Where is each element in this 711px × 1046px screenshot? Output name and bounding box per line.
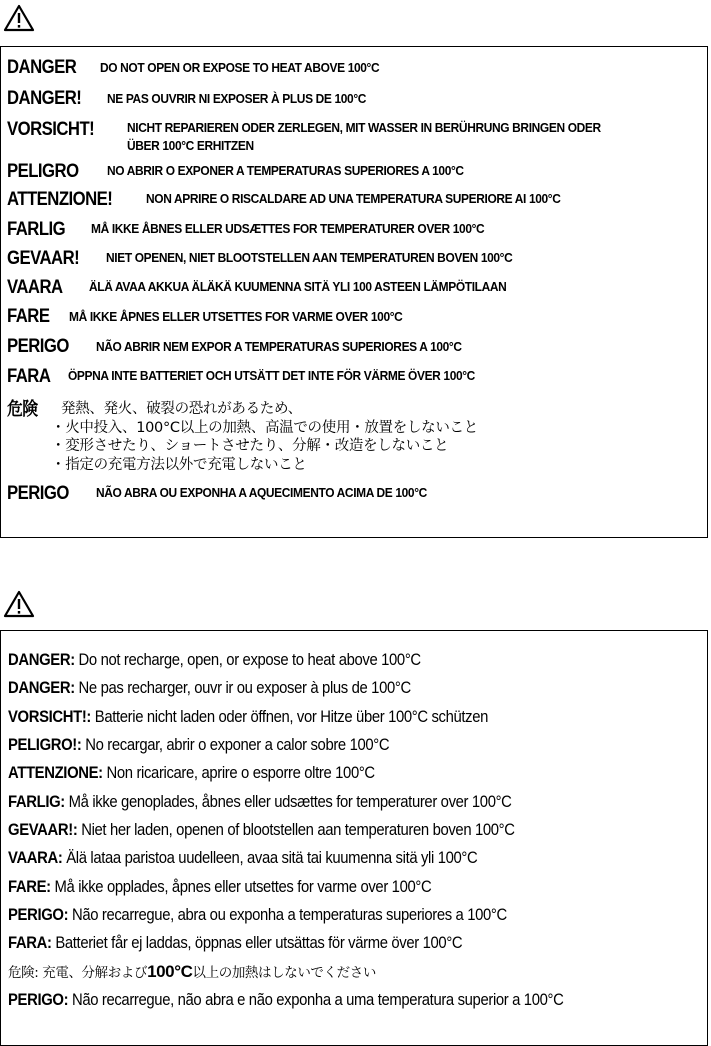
- warning-text: Do not recharge, open, or expose to heat above 100°C: [74, 651, 421, 669]
- warning-label: GEVAAR!:: [8, 821, 78, 839]
- warning-text: ÖPPNA INTE BATTERIET OCH UTSÄTT DET INTE FÖR VÄRME ÖVER 100°C: [68, 368, 475, 383]
- warning-text: MÅ IKKE ÅBNES ELLER UDSÆTTES FOR TEMPERATURER OVER 100°C: [91, 221, 485, 236]
- warning-word: ATTENZIONE!: [7, 189, 113, 210]
- warning-text: Må ikke opplades, åpnes eller utsettes for varme over 100°C: [50, 878, 432, 896]
- warning-label: FARA:: [8, 934, 52, 952]
- warning-label: PERIGO:: [8, 906, 69, 924]
- warning-text-jp-a: 充電、分解および: [38, 965, 148, 981]
- warning-label: PELIGRO!:: [8, 736, 82, 754]
- warning-row-danger-en: [7, 57, 86, 79]
- warning-line: [8, 877, 431, 897]
- warning-word: FARE: [7, 306, 50, 327]
- warning-text: NICHT REPARIEREN ODER ZERLEGEN, MIT WASSER IN BERÜHRUNG BRINGEN ODER: [127, 120, 601, 135]
- warning-label: FARE:: [8, 878, 51, 896]
- warning-text: NO ABRIR O EXPONER A TEMPERATURAS SUPERIORES A 100°C: [107, 163, 464, 178]
- warning-row-fare: [7, 306, 55, 328]
- warning-text: MÅ IKKE ÅPNES ELLER UTSETTES FOR VARME OVER 100°C: [69, 309, 403, 324]
- warning-text-cont: ÜBER 100°C ERHITZEN: [127, 138, 254, 153]
- warning-text: Ne pas recharger, ouvr ir ou exposer à plus de 100°C: [74, 679, 411, 697]
- warning-word: FARLIG: [7, 219, 66, 240]
- warning-word: FARA: [7, 366, 51, 387]
- warning-text: Non ricaricare, aprire o esporre oltre 100°C: [102, 764, 375, 782]
- warning-line: [8, 820, 515, 840]
- warning-row-attenzione: [7, 189, 127, 211]
- warning-label: DANGER:: [8, 651, 75, 669]
- warning-label: DANGER:: [8, 679, 75, 697]
- warning-text-jp-2: ・火中投入、100°C以上の加熱、高温での使用・放置をしないこと: [51, 420, 478, 436]
- warning-label: 危険:: [8, 965, 39, 981]
- warning-label: FARLIG:: [8, 793, 65, 811]
- warning-text: NÃO ABRA OU EXPONHA A AQUECIMENTO ACIMA DE 100°C: [96, 485, 427, 500]
- warning-word: DANGER!: [7, 88, 82, 109]
- warning-text: ÄLÄ AVAA AKKUA ÄLÄKÄ KUUMENNA SITÄ YLI 100 ASTEEN LÄMPÖTILAAN: [89, 279, 507, 294]
- warning-text: Não recarregue, abra ou exponha a temperaturas superiores a 100°C: [68, 906, 507, 924]
- warning-row-farlig: [7, 219, 73, 241]
- warning-row-danger-fr: [7, 88, 91, 110]
- warning-text: Niet her laden, openen of blootstellen aan temperaturen boven 100°C: [77, 821, 515, 839]
- warning-word: PERIGO: [7, 336, 69, 357]
- warning-row-peligro: [7, 161, 88, 183]
- warning-line: [8, 678, 411, 698]
- warning-line: [8, 763, 375, 783]
- warning-row-perigo-br: [7, 483, 77, 505]
- warning-text-jp-3: ・変形させたり、ショートさせたり、分解・改造をしないこと: [51, 438, 449, 454]
- warning-word: PELIGRO: [7, 161, 79, 182]
- warning-triangle-icon: [3, 590, 35, 618]
- warning-text-jp-4: ・指定の充電方法以外で充電しないこと: [51, 457, 307, 473]
- warning-label: ATTENZIONE:: [8, 764, 103, 782]
- warning-line: [8, 933, 462, 953]
- warning-label: VORSICHT!:: [8, 708, 92, 726]
- warning-word: 危険: [7, 399, 38, 420]
- warning-line: [8, 848, 477, 868]
- warning-row-kiken: [7, 399, 42, 421]
- warning-text-jp-1: 発熱、発火、破裂の恐れがあるため、: [61, 401, 302, 417]
- warning-line-jp: [8, 962, 376, 983]
- warning-text: No recargar, abrir o exponer a calor sobre 100°C: [81, 736, 390, 754]
- warning-box-sentence: [0, 630, 708, 1046]
- warning-line: [8, 905, 507, 925]
- warning-line: [8, 792, 512, 812]
- warning-text-jp-c: 以上の加熱はしないでください: [192, 965, 376, 981]
- warning-row-fara: [7, 366, 56, 388]
- warning-row-gevaar: [7, 248, 89, 270]
- warning-text: Älä lataa paristoa uudelleen, avaa sitä tai kuumenna sitä yli 100°C: [62, 849, 478, 867]
- warning-label: VAARA:: [8, 849, 63, 867]
- warning-word: DANGER: [7, 57, 77, 78]
- warning-row-vaara: [7, 277, 70, 299]
- warning-text: Må ikke genoplades, åbnes eller udsættes for temperaturer over 100°C: [64, 793, 512, 811]
- warning-box-uppercase: [0, 46, 708, 538]
- warning-word: PERIGO: [7, 483, 69, 504]
- warning-word: VORSICHT!: [7, 119, 95, 140]
- warning-text: Não recarregue, não abra e não exponha a uma temperatura superior a 100°C: [68, 991, 564, 1009]
- warning-line: [8, 707, 488, 727]
- warning-word: VAARA: [7, 277, 63, 298]
- warning-line: [8, 990, 563, 1010]
- warning-triangle-icon: [3, 4, 35, 32]
- warning-row-perigo: [7, 336, 77, 358]
- warning-text: NIET OPENEN, NIET BLOOTSTELLEN AAN TEMPERATUREN BOVEN 100°C: [106, 250, 513, 265]
- warning-text: NE PAS OUVRIR NI EXPOSER À PLUS DE 100°C: [107, 91, 367, 106]
- warning-text-jp-b: 100°C: [147, 962, 193, 981]
- warning-text: Batterie nicht laden oder öffnen, vor Hitze über 100°C schützen: [91, 708, 489, 726]
- warning-text: Batteriet får ej laddas, öppnas eller utsättas för värme över 100°C: [51, 934, 463, 952]
- warning-line: [8, 735, 389, 755]
- warning-text: NON APRIRE O RISCALDARE AD UNA TEMPERATURA SUPERIORE AI 100°C: [146, 191, 561, 206]
- warning-text: NÃO ABRIR NEM EXPOR A TEMPERATURAS SUPERIORES A 100°C: [96, 339, 462, 354]
- warning-row-vorsicht: [7, 119, 106, 141]
- warning-word: GEVAAR!: [7, 248, 80, 269]
- warning-label: PERIGO:: [8, 991, 69, 1009]
- warning-text: DO NOT OPEN OR EXPOSE TO HEAT ABOVE 100°C: [100, 60, 380, 75]
- warning-line: [8, 650, 421, 670]
